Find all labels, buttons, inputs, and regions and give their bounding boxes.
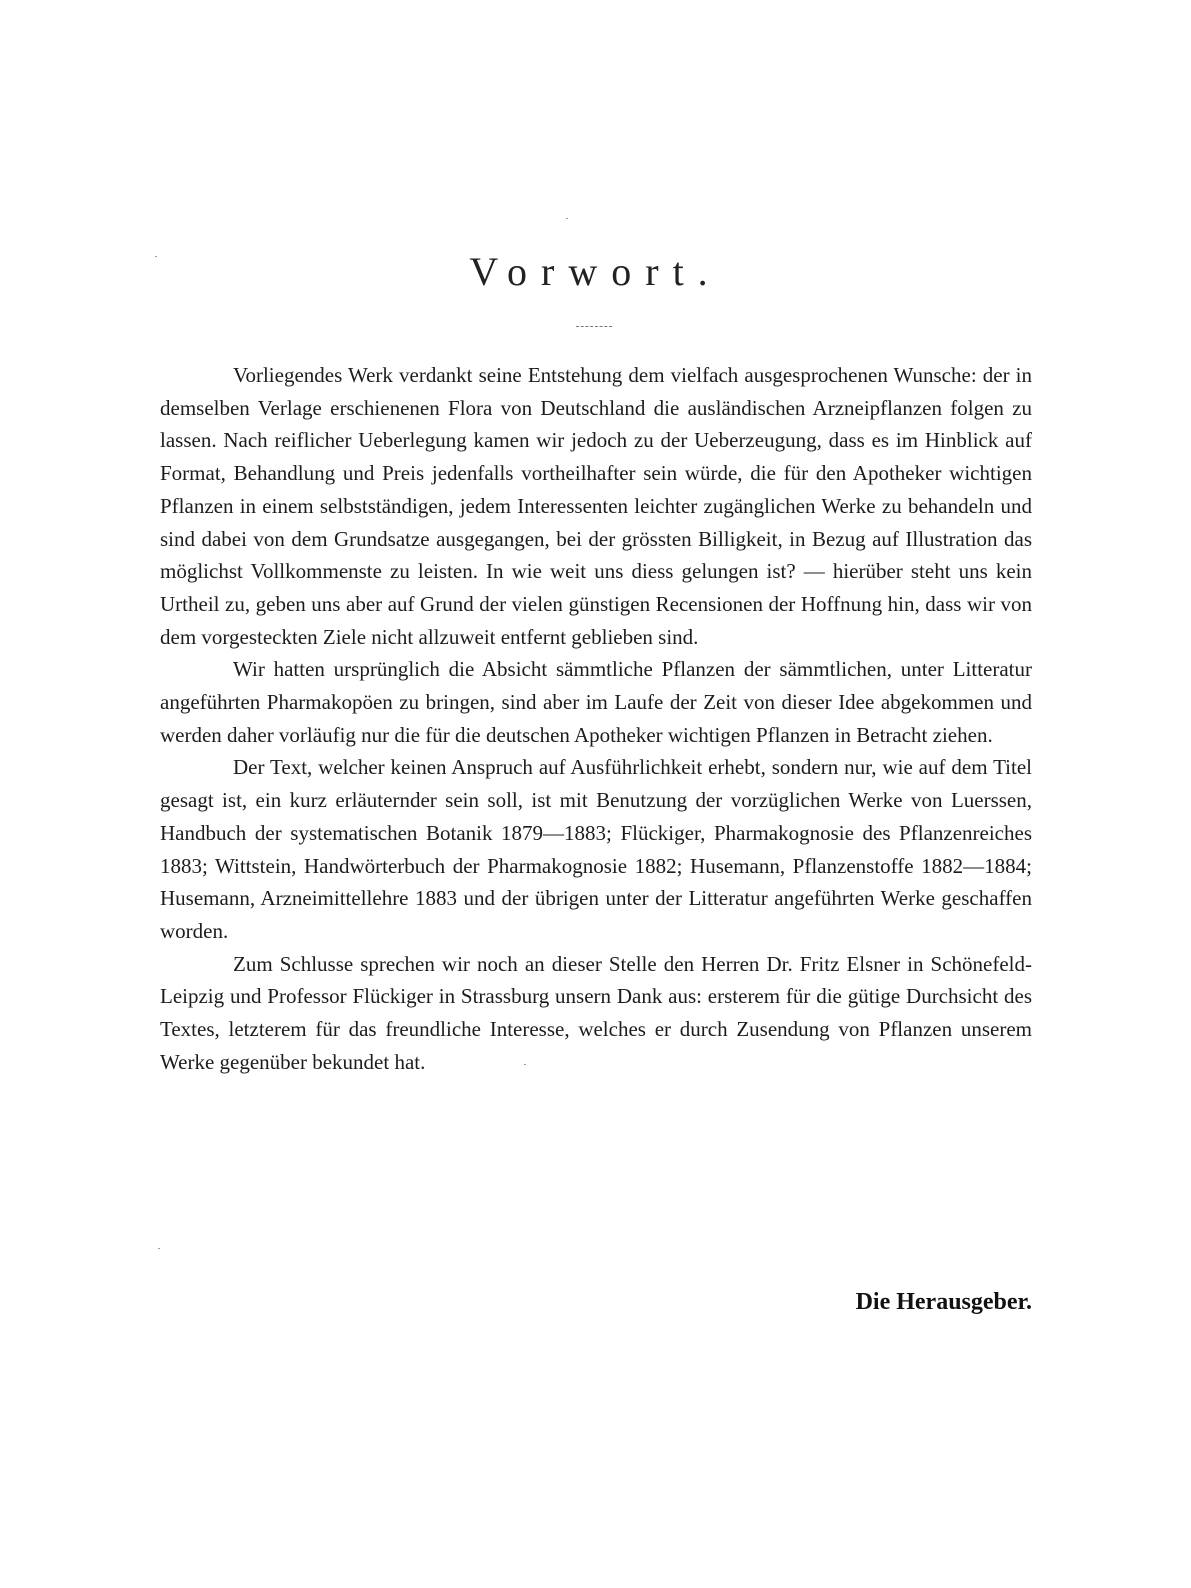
- signature: Die Herausgeber.: [855, 1289, 1032, 1315]
- preface-body: [160, 359, 1032, 1078]
- print-speck: [158, 1248, 160, 1249]
- paragraph-2: Wir hatten ursprünglich die Absicht sämmtliche Pflanzen der sämmtlichen, unter Litteratur angeführten Pharmakopöen zu bringen, sind aber im Laufe der Zeit von dieser Idee abgekommen und werden daher vorläufig nur die für die deutschen Apotheker wichtigen Pflanzen in Betracht ziehen.: [160, 657, 1032, 747]
- title-divider: [576, 326, 612, 327]
- paragraph-4: Zum Schlusse sprechen wir noch an dieser Stelle den Herren Dr. Fritz Elsner in Schönefeld-Leipzig und Professor Flückiger in Strassburg unsern Dank aus: ersterem für die gütige Durchsicht des Textes, letzterem für das freundliche Interesse, welches er durch Zusendung von Pflanzen unserem Werke gegenüber bekundet hat.: [160, 951, 1032, 1074]
- paragraph-1: Vorliegendes Werk verdankt seine Entstehung dem vielfach ausgesprochenen Wunsche: der in demselben Verlage erschienenen Flora von Deutschland die ausländischen Arzneipflanzen folgen zu lassen. Nach reiflicher Ueberlegung kamen wir jedoch zu der Ueberzeugung, dass es im Hinblick auf Format, Behandlung und Preis jedenfalls vortheilhafter sein würde, die für den Apotheker wichtigen Pflanzen in einem selbstständigen, jedem Interessenten leichter zugänglichen Werke zu behandeln und sind dabei von dem Grundsatze ausgegangen, bei der grössten Billigkeit, in Bezug auf Illustration das möglichst Vollkommenste zu leisten. In wie weit uns diess gelungen ist? — hierüber steht uns kein Urtheil zu, geben uns aber auf Grund der vielen günstigen Recensionen der Hoffnung hin, dass wir von dem vorgesteckten Ziele nicht allzuweit entfernt geblieben sind.: [160, 363, 1032, 649]
- print-speck: [566, 218, 568, 219]
- paragraph-3: Der Text, welcher keinen Anspruch auf Ausführlichkeit erhebt, sondern nur, wie auf dem Titel gesagt ist, ein kurz erläuternder sein soll, ist mit Benutzung der vorzüglichen Werke von Luerssen, Handbuch der systematischen Botanik 1879—1883; Flückiger, Pharmakognosie des Pflanzenreiches 1883; Wittstein, Handwörterbuch der Pharmakognosie 1882; Husemann, Pflanzenstoffe 1882—1884; Husemann, Arzneimittellehre 1883 und der übrigen unter der Litteratur angeführten Werke geschaffen worden.: [160, 755, 1032, 943]
- page-title: Vorwort.: [469, 249, 722, 294]
- print-speck: [524, 1064, 526, 1065]
